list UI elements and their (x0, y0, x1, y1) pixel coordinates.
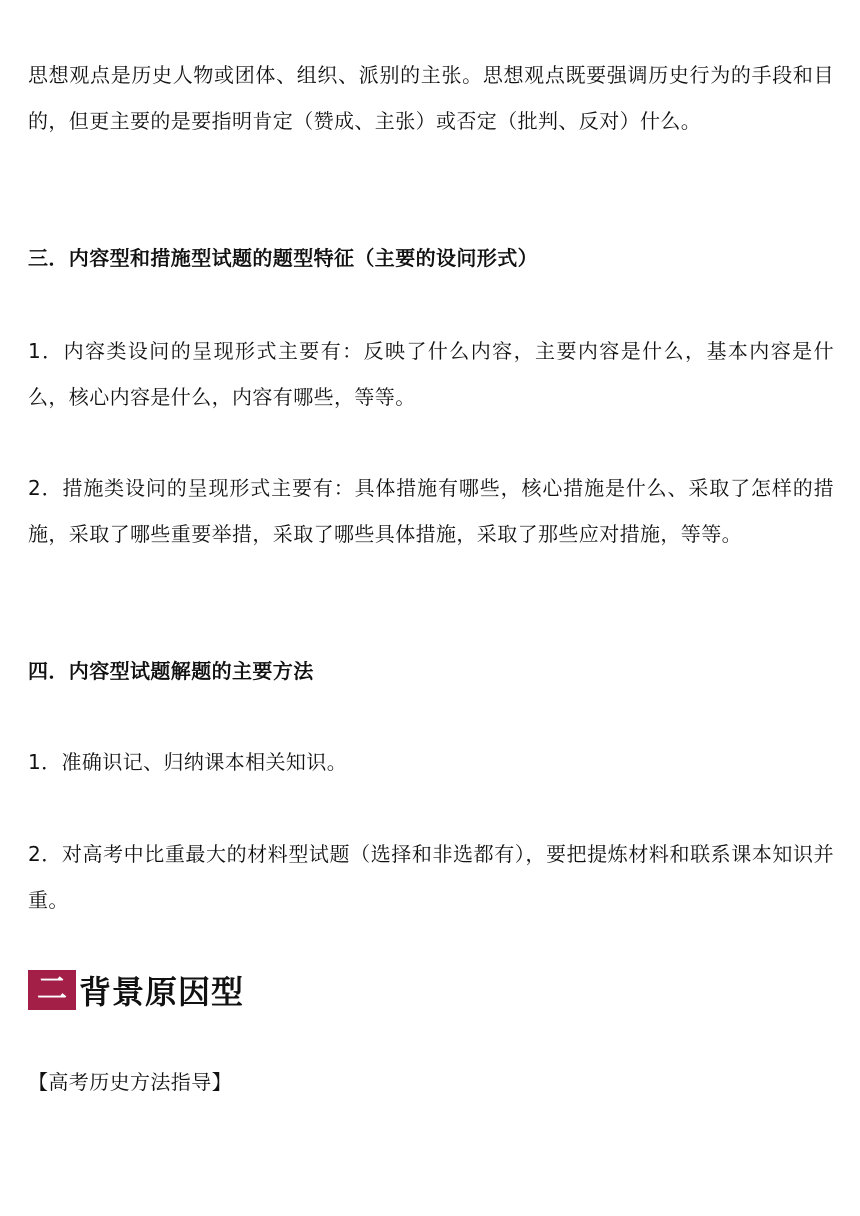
heading-four: 四．内容型试题解题的主要方法 (28, 659, 314, 683)
section-heading (28, 968, 244, 1012)
four-item-2: 2．对高考中比重最大的材料型试题（选择和非选都有），要把提炼材料和联系课本知识并重。 (28, 842, 834, 912)
section-title: 背景原因型 (79, 973, 245, 1011)
three-item-1: 1．内容类设问的呈现形式主要有：反映了什么内容，主要内容是什么，基本内容是什么，核心内容是什么，内容有哪些，等等。 (28, 339, 834, 409)
three-item-2: 2．措施类设问的呈现形式主要有：具体措施有哪些，核心措施是什么、采取了怎样的措施，采取了哪些重要举措，采取了哪些具体措施，采取了那些应对措施，等等。 (28, 476, 834, 546)
intro-paragraph: 思想观点是历史人物或团体、组织、派别的主张。思想观点既要强调历史行为的手段和目的，但更主要的是要指明肯定（赞成、主张）或否定（批判、反对）什么。 (28, 63, 834, 133)
section-number-badge: 二 (28, 970, 76, 1010)
guide-label: 【高考历史方法指导】 (28, 1070, 232, 1094)
four-item-1: 1．准确识记、归纳课本相关知识。 (28, 750, 348, 774)
heading-three: 三．内容型和措施型试题的题型特征（主要的设问形式） (28, 246, 538, 270)
